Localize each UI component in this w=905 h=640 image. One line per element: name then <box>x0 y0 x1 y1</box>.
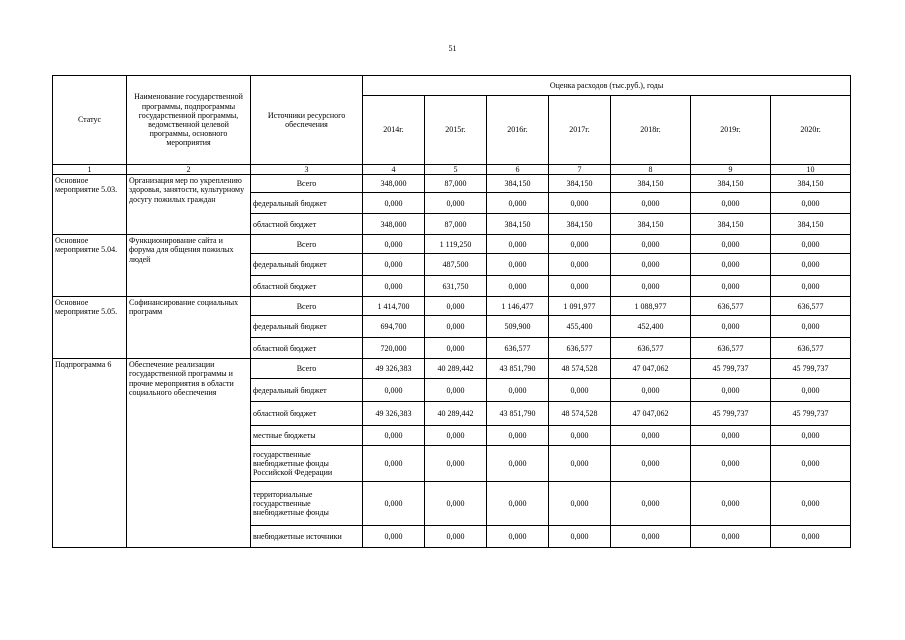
value-cell: 0,000 <box>549 254 611 276</box>
header-year: 2014г. <box>363 96 425 165</box>
value-cell: 487,500 <box>425 254 487 276</box>
source-cell: областной бюджет <box>251 214 363 235</box>
value-cell: 0,000 <box>691 276 771 297</box>
value-cell: 636,577 <box>487 338 549 359</box>
value-cell: 0,000 <box>487 193 549 214</box>
table-row <box>53 175 851 193</box>
value-cell: 0,000 <box>691 482 771 526</box>
value-cell: 0,000 <box>425 316 487 338</box>
value-cell: 45 799,737 <box>771 402 851 426</box>
column-number: 7 <box>549 165 611 175</box>
column-number: 6 <box>487 165 549 175</box>
value-cell: 0,000 <box>425 482 487 526</box>
status-cell: Основное мероприятие 5.03. <box>53 175 127 235</box>
program-name-cell: Софинансирование социальных программ <box>127 297 251 359</box>
value-cell: 1 146,477 <box>487 297 549 316</box>
value-cell: 631,750 <box>425 276 487 297</box>
value-cell: 47 047,062 <box>611 359 691 379</box>
value-cell: 0,000 <box>611 379 691 402</box>
value-cell: 384,150 <box>771 175 851 193</box>
value-cell: 509,900 <box>487 316 549 338</box>
value-cell: 0,000 <box>363 526 425 548</box>
value-cell: 0,000 <box>425 446 487 482</box>
value-cell: 384,150 <box>611 214 691 235</box>
value-cell: 0,000 <box>771 482 851 526</box>
value-cell: 636,577 <box>611 338 691 359</box>
value-cell: 384,150 <box>549 214 611 235</box>
value-cell: 0,000 <box>691 193 771 214</box>
value-cell: 0,000 <box>691 254 771 276</box>
value-cell: 384,150 <box>771 214 851 235</box>
value-cell: 452,400 <box>611 316 691 338</box>
header-year: 2018г. <box>611 96 691 165</box>
value-cell: 0,000 <box>487 254 549 276</box>
value-cell: 48 574,528 <box>549 402 611 426</box>
value-cell: 636,577 <box>771 338 851 359</box>
value-cell: 0,000 <box>691 426 771 446</box>
value-cell: 45 799,737 <box>691 402 771 426</box>
value-cell: 348,000 <box>363 214 425 235</box>
value-cell: 0,000 <box>549 235 611 254</box>
header-year: 2019г. <box>691 96 771 165</box>
value-cell: 0,000 <box>771 276 851 297</box>
source-cell: местные бюджеты <box>251 426 363 446</box>
source-cell: областной бюджет <box>251 338 363 359</box>
value-cell: 348,000 <box>363 175 425 193</box>
value-cell: 0,000 <box>363 379 425 402</box>
source-cell: областной бюджет <box>251 402 363 426</box>
value-cell: 87,000 <box>425 175 487 193</box>
value-cell: 384,150 <box>487 175 549 193</box>
value-cell: 0,000 <box>771 193 851 214</box>
column-number: 4 <box>363 165 425 175</box>
value-cell: 43 851,790 <box>487 359 549 379</box>
value-cell: 0,000 <box>611 276 691 297</box>
value-cell: 0,000 <box>771 446 851 482</box>
value-cell: 0,000 <box>363 276 425 297</box>
column-number: 3 <box>251 165 363 175</box>
header-year: 2020г. <box>771 96 851 165</box>
value-cell: 0,000 <box>363 446 425 482</box>
table-row <box>53 359 851 379</box>
value-cell: 0,000 <box>611 482 691 526</box>
value-cell: 0,000 <box>363 235 425 254</box>
value-cell: 0,000 <box>425 338 487 359</box>
value-cell: 0,000 <box>611 526 691 548</box>
value-cell: 0,000 <box>363 426 425 446</box>
header-status: Статус <box>53 76 127 165</box>
value-cell: 0,000 <box>549 193 611 214</box>
column-number-row <box>53 165 851 175</box>
value-cell: 384,150 <box>611 175 691 193</box>
source-cell: Всего <box>251 235 363 254</box>
value-cell: 0,000 <box>691 316 771 338</box>
value-cell: 0,000 <box>549 446 611 482</box>
value-cell: 49 326,383 <box>363 402 425 426</box>
value-cell: 384,150 <box>487 214 549 235</box>
value-cell: 0,000 <box>611 254 691 276</box>
source-cell: федеральный бюджет <box>251 254 363 276</box>
program-name-cell: Функционирование сайта и форума для общения пожилых людей <box>127 235 251 297</box>
value-cell: 0,000 <box>691 446 771 482</box>
header-year: 2015г. <box>425 96 487 165</box>
value-cell: 0,000 <box>487 426 549 446</box>
value-cell: 1 088,977 <box>611 297 691 316</box>
value-cell: 384,150 <box>549 175 611 193</box>
value-cell: 636,577 <box>549 338 611 359</box>
value-cell: 49 326,383 <box>363 359 425 379</box>
value-cell: 0,000 <box>363 193 425 214</box>
value-cell: 0,000 <box>771 316 851 338</box>
source-cell: территориальные государственные внебюджетные фонды <box>251 482 363 526</box>
value-cell: 0,000 <box>363 482 425 526</box>
value-cell: 0,000 <box>611 446 691 482</box>
value-cell: 0,000 <box>691 235 771 254</box>
value-cell: 384,150 <box>691 175 771 193</box>
source-cell: Всего <box>251 175 363 193</box>
budget-table <box>52 75 851 548</box>
value-cell: 0,000 <box>771 379 851 402</box>
status-cell: Подпрограмма 6 <box>53 359 127 548</box>
source-cell: областной бюджет <box>251 276 363 297</box>
value-cell: 0,000 <box>425 193 487 214</box>
value-cell: 636,577 <box>691 297 771 316</box>
value-cell: 40 289,442 <box>425 359 487 379</box>
table-row <box>53 235 851 254</box>
value-cell: 1 119,250 <box>425 235 487 254</box>
header-sources: Источники ресурсного обеспечения <box>251 76 363 165</box>
source-cell: Всего <box>251 297 363 316</box>
value-cell: 0,000 <box>771 254 851 276</box>
value-cell: 0,000 <box>425 526 487 548</box>
value-cell: 40 289,442 <box>425 402 487 426</box>
source-cell: государственные внебюджетные фонды Российской Федерации <box>251 446 363 482</box>
header-year: 2016г. <box>487 96 549 165</box>
value-cell: 43 851,790 <box>487 402 549 426</box>
value-cell: 0,000 <box>487 379 549 402</box>
column-number: 2 <box>127 165 251 175</box>
source-cell: Всего <box>251 359 363 379</box>
header-expenses: Оценка расходов (тыс.руб.), годы <box>363 76 851 96</box>
table-row <box>53 297 851 316</box>
value-cell: 1 091,977 <box>549 297 611 316</box>
value-cell: 0,000 <box>611 235 691 254</box>
value-cell: 0,000 <box>487 482 549 526</box>
value-cell: 0,000 <box>487 235 549 254</box>
value-cell: 0,000 <box>487 276 549 297</box>
value-cell: 0,000 <box>425 297 487 316</box>
value-cell: 0,000 <box>549 276 611 297</box>
source-cell: федеральный бюджет <box>251 316 363 338</box>
value-cell: 87,000 <box>425 214 487 235</box>
value-cell: 0,000 <box>691 379 771 402</box>
program-name-cell: Обеспечение реализации государственной программы и прочие мероприятия в области социального обеспечения <box>127 359 251 548</box>
value-cell: 0,000 <box>549 526 611 548</box>
column-number: 8 <box>611 165 691 175</box>
value-cell: 0,000 <box>425 426 487 446</box>
value-cell: 0,000 <box>549 482 611 526</box>
status-cell: Основное мероприятие 5.04. <box>53 235 127 297</box>
column-number: 9 <box>691 165 771 175</box>
value-cell: 0,000 <box>425 379 487 402</box>
value-cell: 0,000 <box>549 379 611 402</box>
value-cell: 0,000 <box>611 426 691 446</box>
value-cell: 0,000 <box>363 254 425 276</box>
value-cell: 1 414,700 <box>363 297 425 316</box>
program-name-cell: Организация мер по укреплению здоровья, занятости, культурному досугу пожилых граждан <box>127 175 251 235</box>
value-cell: 0,000 <box>771 235 851 254</box>
value-cell: 48 574,528 <box>549 359 611 379</box>
column-number: 10 <box>771 165 851 175</box>
value-cell: 720,000 <box>363 338 425 359</box>
value-cell: 0,000 <box>487 526 549 548</box>
header-year: 2017г. <box>549 96 611 165</box>
value-cell: 694,700 <box>363 316 425 338</box>
value-cell: 0,000 <box>771 526 851 548</box>
value-cell: 0,000 <box>771 426 851 446</box>
source-cell: федеральный бюджет <box>251 379 363 402</box>
value-cell: 45 799,737 <box>691 359 771 379</box>
value-cell: 47 047,062 <box>611 402 691 426</box>
page-number: 51 <box>448 44 457 53</box>
value-cell: 45 799,737 <box>771 359 851 379</box>
value-cell: 0,000 <box>549 426 611 446</box>
column-number: 1 <box>53 165 127 175</box>
status-cell: Основное мероприятие 5.05. <box>53 297 127 359</box>
value-cell: 0,000 <box>611 193 691 214</box>
source-cell: федеральный бюджет <box>251 193 363 214</box>
value-cell: 0,000 <box>487 446 549 482</box>
value-cell: 636,577 <box>691 338 771 359</box>
value-cell: 636,577 <box>771 297 851 316</box>
value-cell: 0,000 <box>691 526 771 548</box>
value-cell: 455,400 <box>549 316 611 338</box>
column-number: 5 <box>425 165 487 175</box>
value-cell: 384,150 <box>691 214 771 235</box>
source-cell: внебюджетные источники <box>251 526 363 548</box>
header-name: Наименование государственной программы, подпрограммы государственной программы, ведомственной целевой программы, основного мероприятия <box>127 76 251 165</box>
table-body <box>53 175 851 548</box>
